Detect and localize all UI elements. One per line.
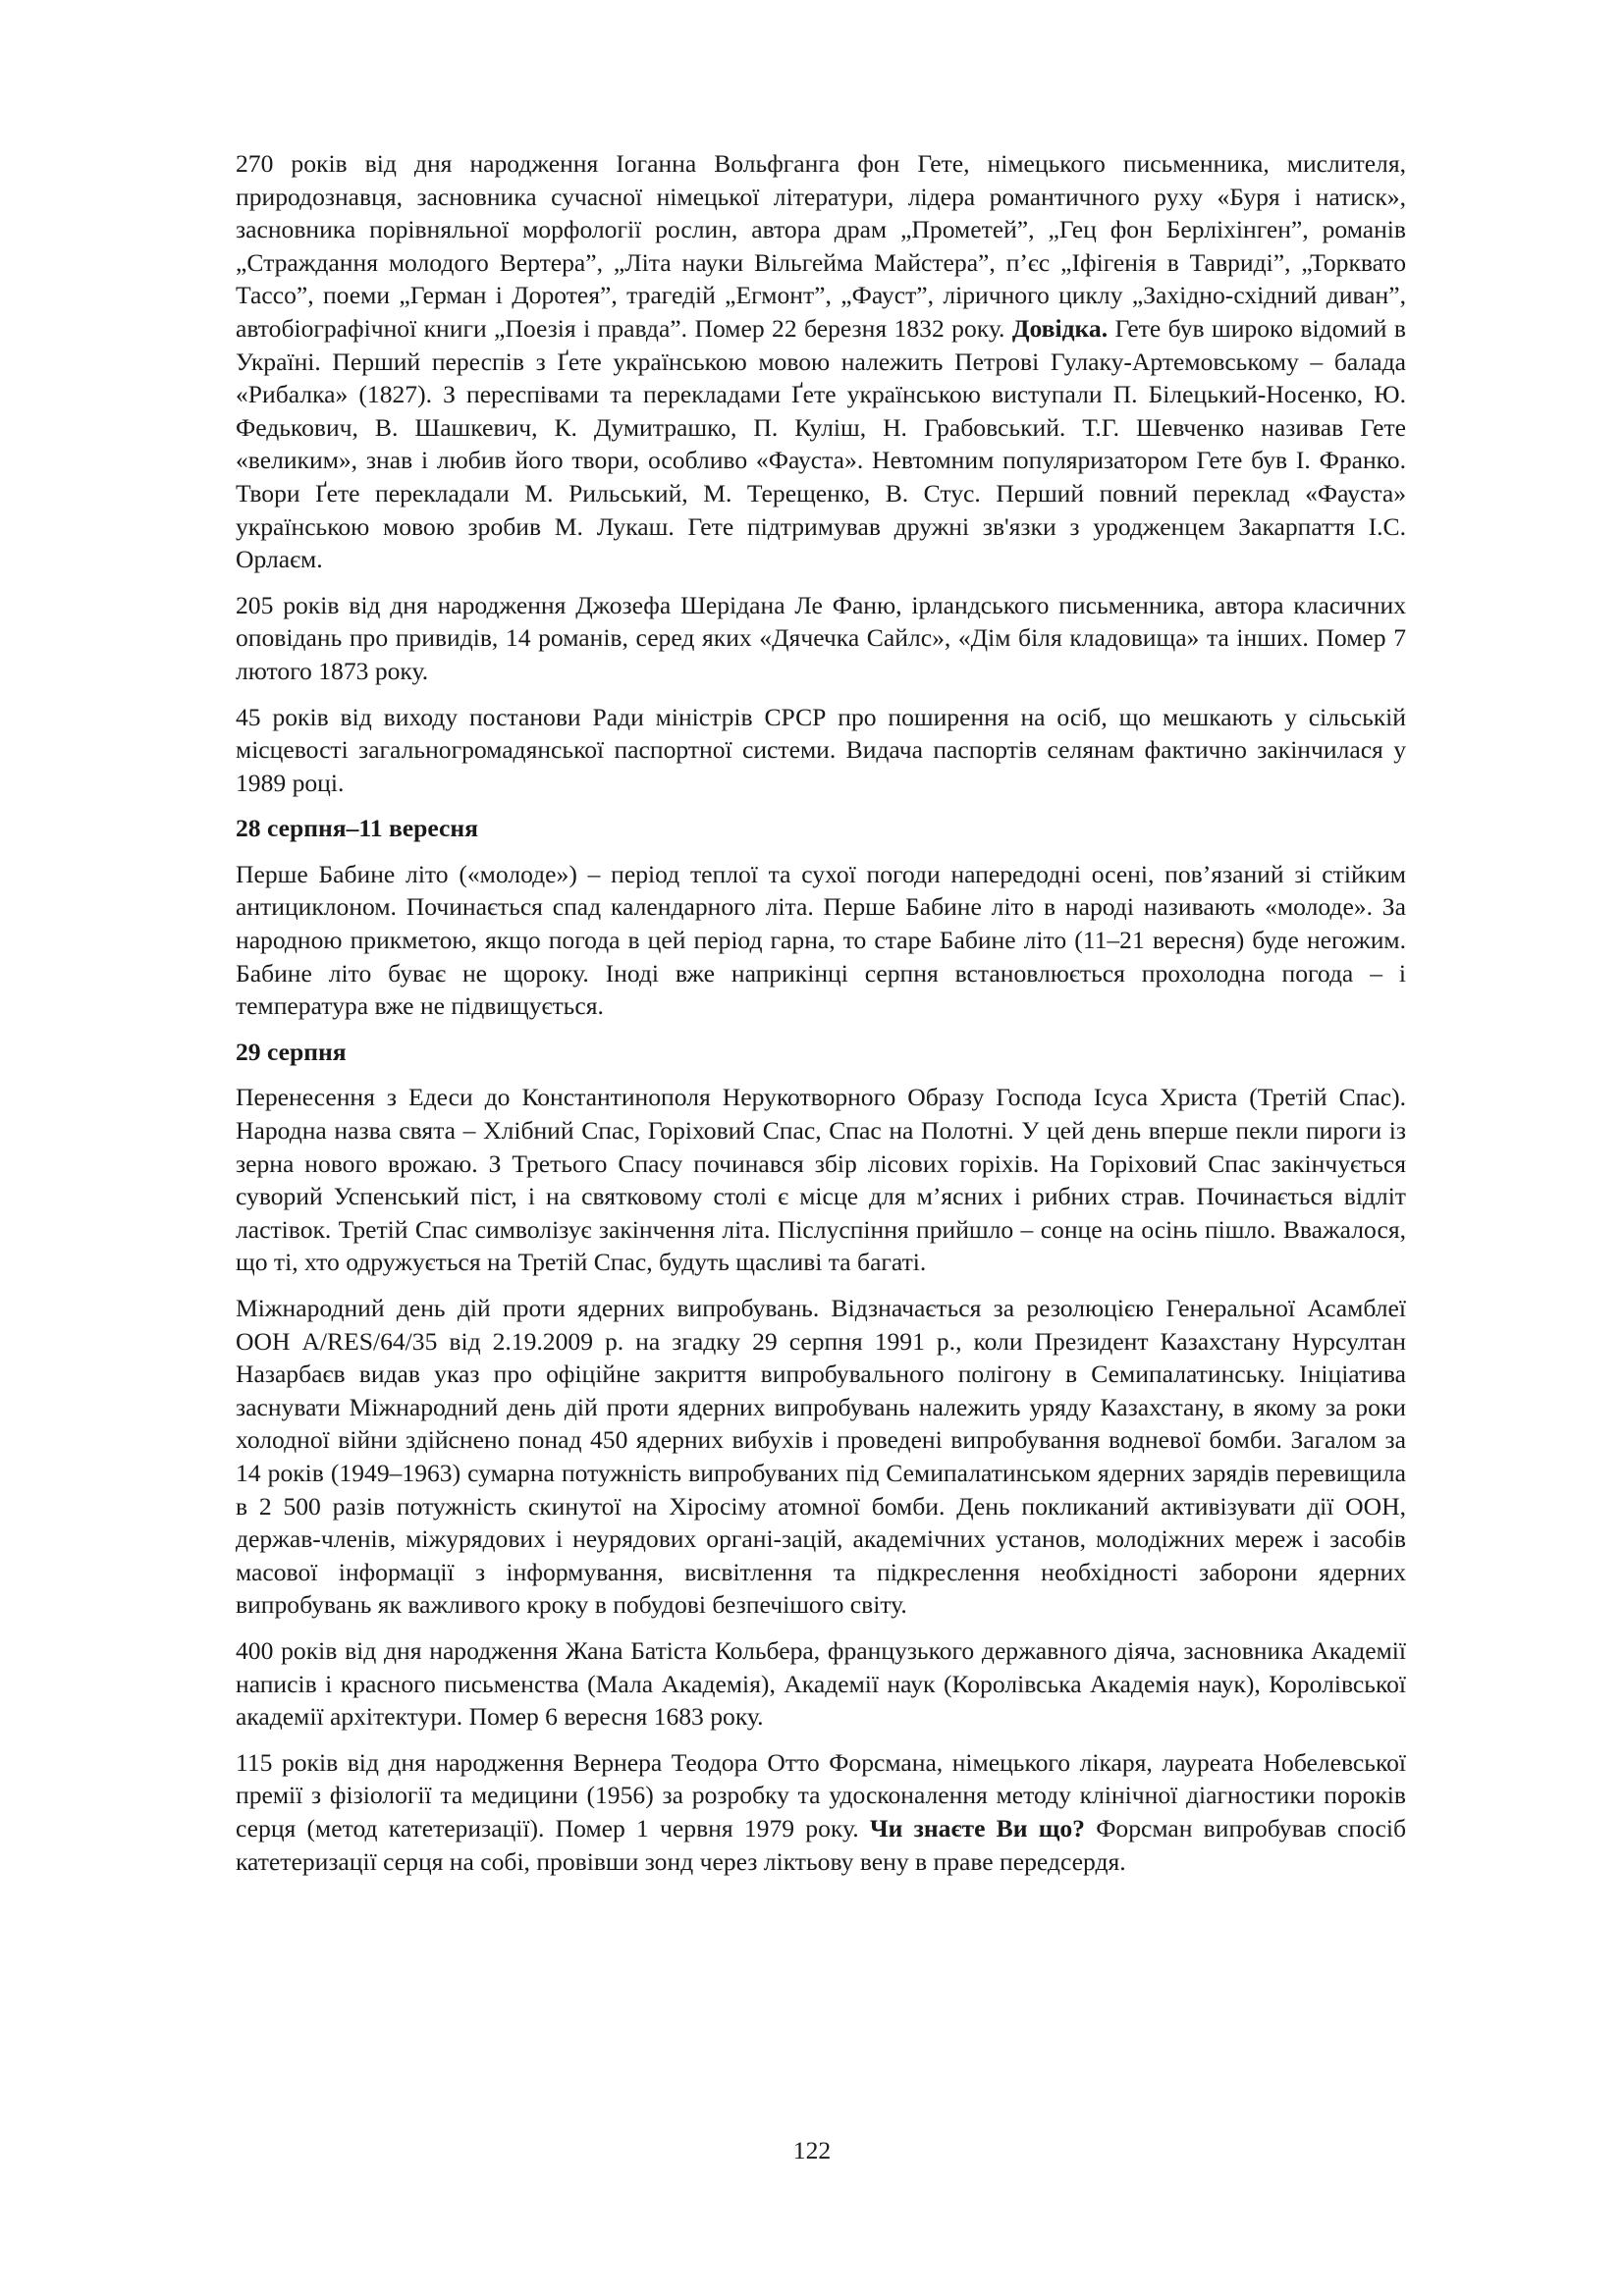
did-you-know-label: Чи знаєте Ви що? [869, 1813, 1085, 1842]
paragraph-forssmann: 115 років від дня народження Вернера Теодора Отто Форсмана, німецького лікаря, лауреата Нобелевської премії з фізіології та медицини (1956) за розробку та удосконалення методу клінічної діагностики пороків серця (метод катетеризації). Помер 1 червня 1979 року. Чи знаєте Ви що? Форсман випробував спосіб катетеризації серця на собі, провівши зонд через ліктьову вену в праве передсердя. [236, 1747, 1406, 1876]
note-label: Довідка. [1011, 313, 1109, 343]
paragraph-third-spas: Перенесення з Едеси до Константинополя Нерукотворного Образу Господа Ісуса Христа (Третій Спас). Народна назва свята – Хлібний Спас, Горіховий Спас, Спас на Полотні. У цей день вперше пекли пироги із зерна нового врожаю. З Третього Спасу починався збір лісових горіхів. На Горіховий Спас закінчується суворий Успенський піст, і на святковому столі є місце для м’ясних і рибних страв. Починається відліт ластівок. Третій Спас символізує закінчення літа. Післуспіння прийшло – сонце на осінь пішло. Вважалося, що ті, хто одружується на Третій Спас, будуть щасливі та багаті. [236, 1083, 1406, 1277]
page-number: 122 [792, 2136, 832, 2164]
date-heading-aug29: 29 серпня [236, 1037, 347, 1066]
paragraph-goethe: 270 років від дня народження Іоганна Вольфганга фон Гете, німецького письменника, мислителя, природознавця, засновника сучасної німецької літератури, лідера романтичного руху «Буря і натиск», засновника порівняльної морфології рослин, автора драм „Прометей”, „Гец фон Берліхінген”, романів „Страждання молодого Вертера”, „Літа науки Вільгейма Майстера”, п’єс „Іфігенія в Тавриді”, „Торквато Тассо”, поеми „Герман і Доротея”, трагедій „Егмонт”, „Фауст”, ліричного циклу „Західно-східний диван”, автобіографічної книги „Поезія і правда”. Помер 22 березня 1832 року. Довідка. Гете був широко відомий в Україні. Перший переспів з Ґете українською мовою належить Петрові Гулаку-Артемовському – балада «Рибалка» (1827). З переспівами та перекладами Ґете українською виступали П. Білецький-Носенко, Ю. Федькович, В. Шашкевич, К. Думитрашко, П. Куліш, Н. Грабовський. Т.Г. Шевченко називав Гете «великим», знав і любив його твори, особливо «Фауста». Невтомним популяризатором Гете був І. Франко. Твори Ґете перекладали М. Рильський, М. Терещенко, В. Стус. Перший повний переклад «Фауста» українською мовою зробив М. Лукаш. Гете підтримував дружні зв'язки з уродженцем Закарпаття І.С. Орлаєм. [236, 149, 1406, 574]
paragraph-le-fanu: 205 років від дня народження Джозефа Шерідана Ле Фаню, ірландського письменника, автора класичних оповідань про привидів, 14 романів, серед яких «Дячечка Сайлс», «Дім біля кладовища» та інших. Помер 7 лютого 1873 року. [236, 590, 1406, 685]
paragraph-nuclear-tests-day: Міжнародний день дій проти ядерних випробувань. Відзначається за резолюцією Генеральної Асамблеї ООН A/RES/64/35 від 2.19.2009 р. на згадку 29 серпня 1991 р., коли Президент Казахстану Нурсултан Назарбаєв видав указ про офіційне закриття випробувального полігону в Семипалатинську. Ініціатива заснувати Міжнародний день дій проти ядерних випробувань належить уряду Казахстану, в якому за роки холодної війни здійснено понад 450 ядерних вибухів і проведені випробування водневої бомби. Загалом за 14 років (1949–1963) сумарна потужність випробуваних під Семипалатинськом ядерних зарядів перевищила в 2 500 разів потужність скинутої на Хіросіму атомної бомби. День покликаний активізувати дії ООН, держав-членів, міжурядових і неурядових органі-зацій, академічних установ, молодіжних мереж і засобів масової інформації з інформування, висвітлення та підкреслення необхідності заборони ядерних випробувань як важливого кроку в побудові безпечішого світу. [236, 1294, 1406, 1620]
date-heading-aug28: 28 серпня–11 вересня [236, 814, 479, 843]
paragraph-colbert: 400 років від дня народження Жана Батіста Кольбера, французького державного діяча, засновника Академії написів і красного письменства (Мала Академія), Академії наук (Королівська Академія наук), Королівської академії архітектури. Помер 6 вересня 1683 року. [236, 1635, 1406, 1732]
paragraph-indian-summer: Перше Бабине літо («молоде») – період теплої та сухої погоди напередодні осені, пов’язаний зі стійким антициклоном. Починається спад календарного літа. Перше Бабине літо в народі називають «молоде». За народною прикметою, якщо погода в цей період гарна, то старе Бабине літо (11–21 вересня) буде негожим. Бабине літо буває не щороку. Іноді вже наприкінці серпня встановлюється прохолодна погода – і температура вже не підвищується. [236, 859, 1406, 1021]
paragraph-passport: 45 років від виходу постанови Ради міністрів СРСР про поширення на осіб, що мешкають у сільській місцевості загальногромадянської паспортної системи. Видача паспортів селянам фактично закінчилася у 1989 році. [236, 702, 1406, 797]
document-page [236, 147, 1406, 1891]
